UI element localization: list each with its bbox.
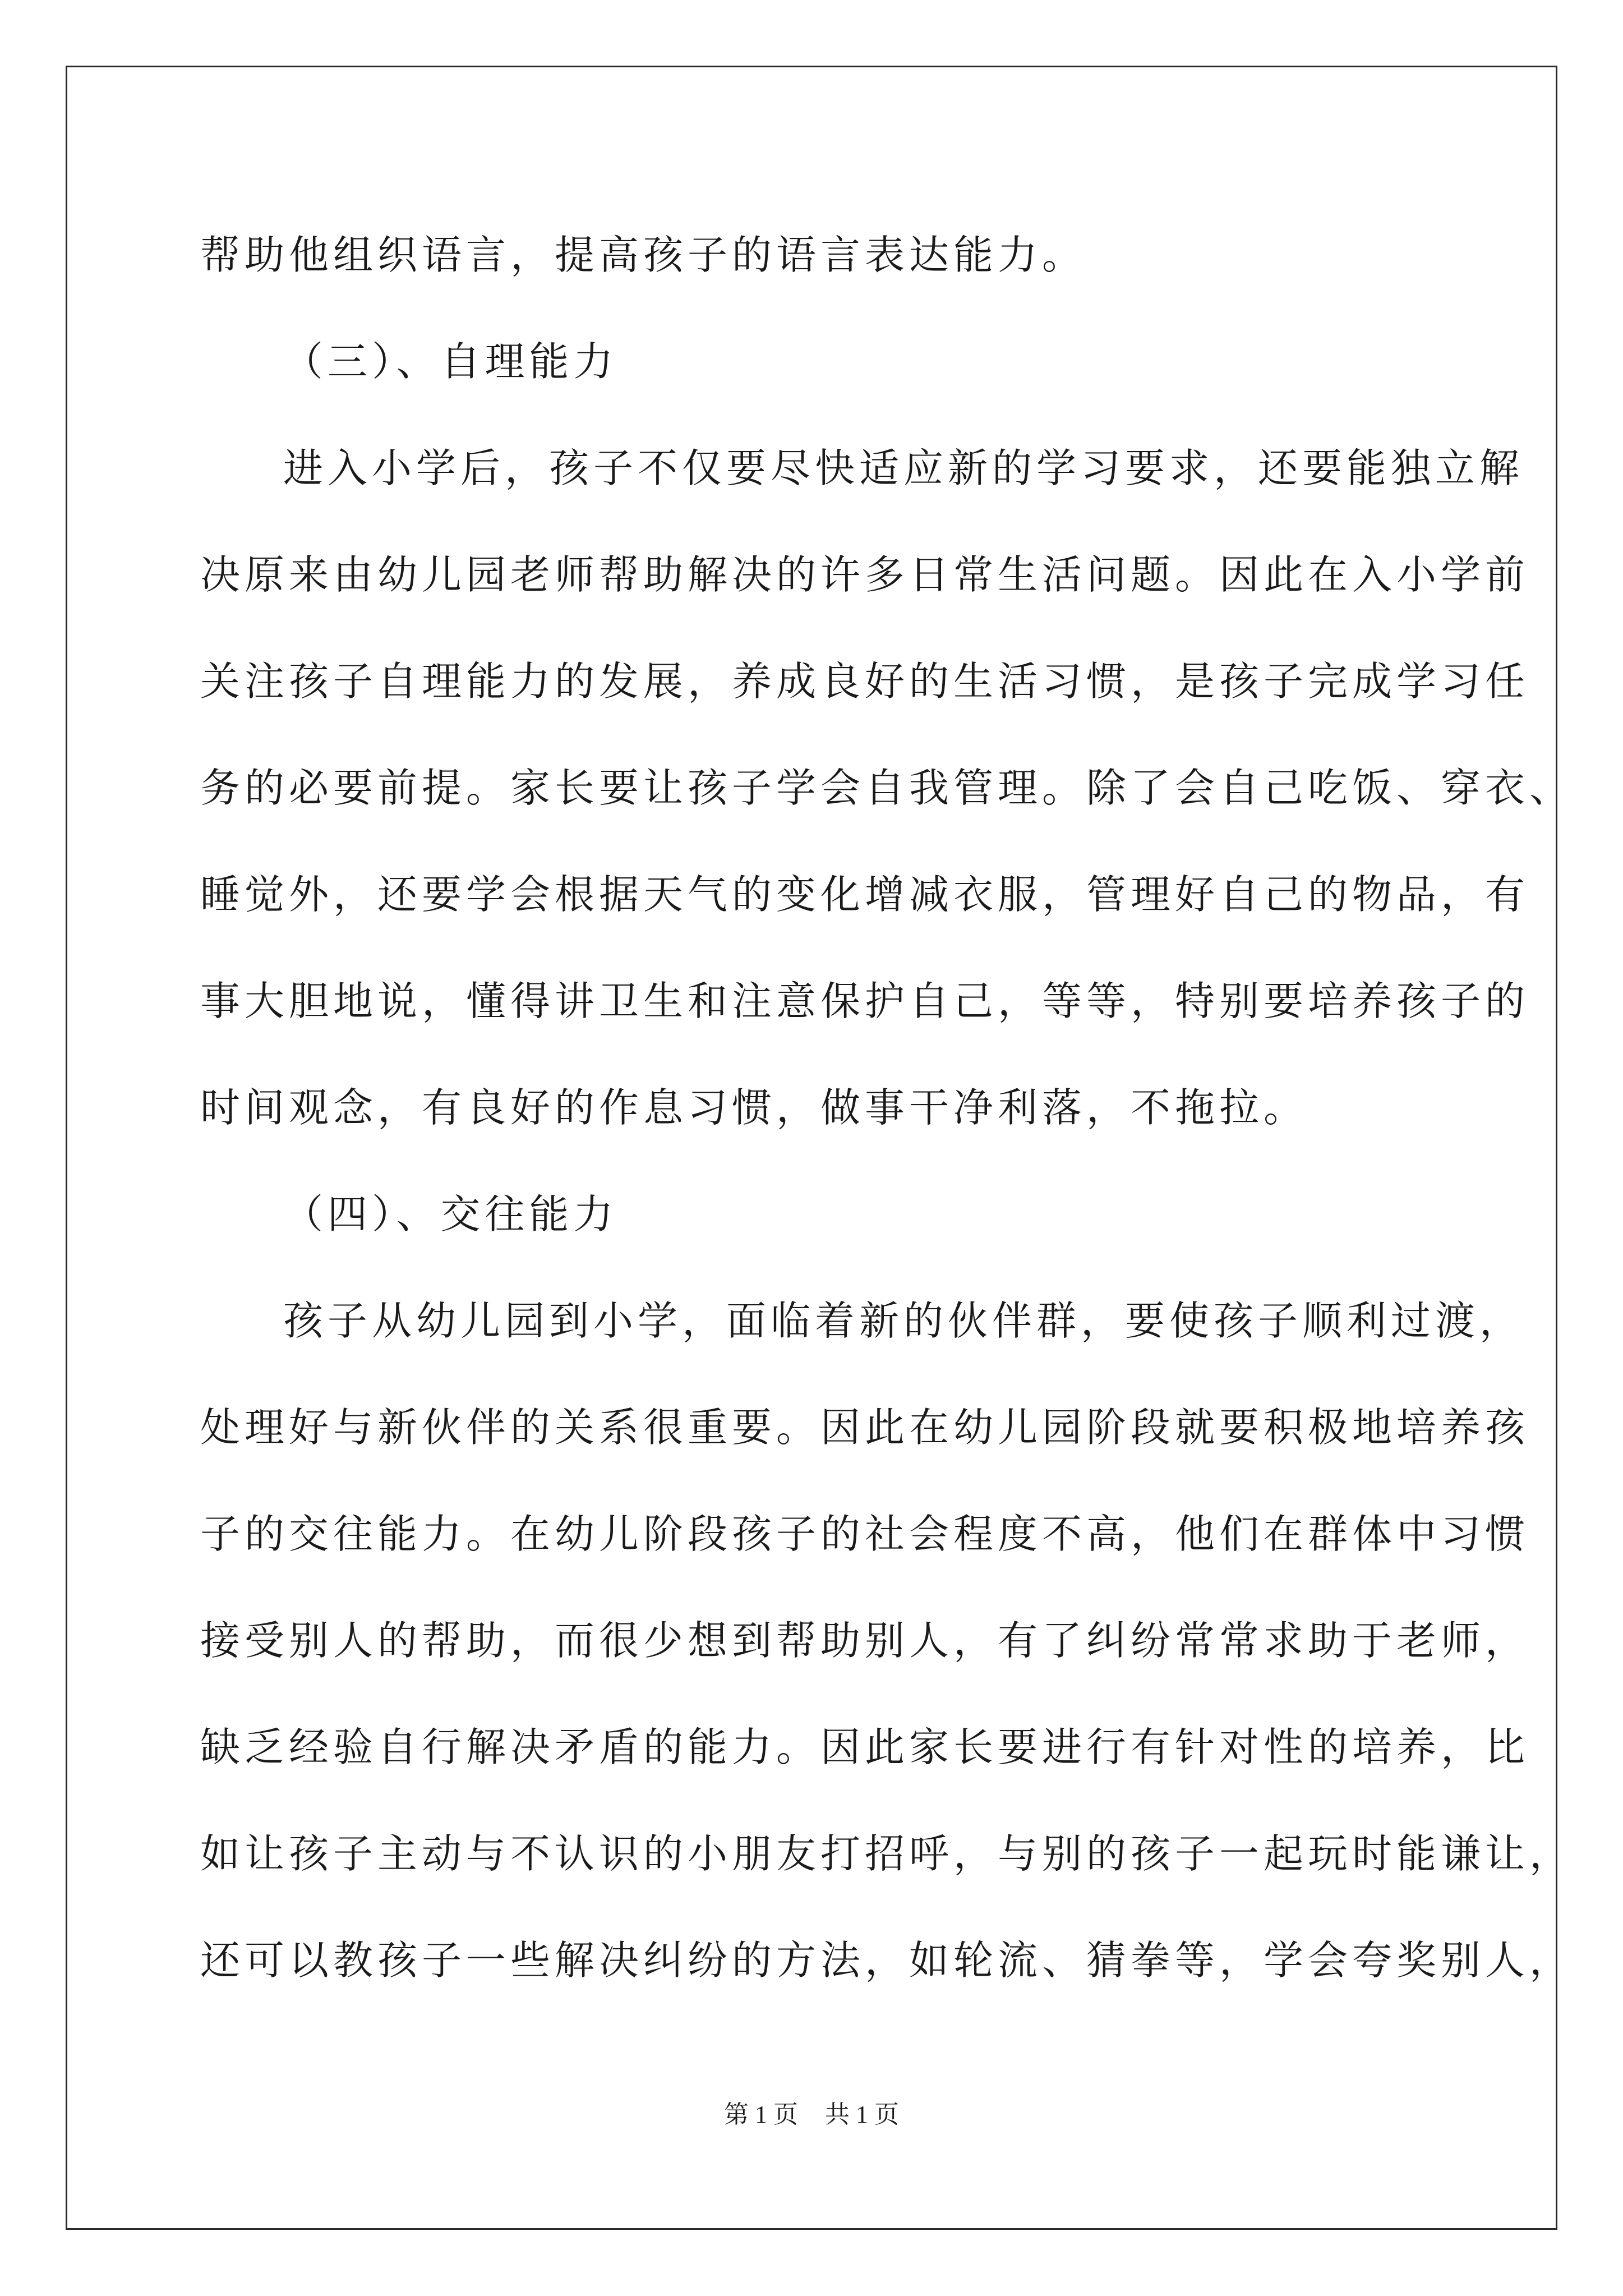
text-line-8: 事大胆地说，懂得讲卫生和注意保护自己，等等，特别要培养孩子的 [200, 978, 1530, 1024]
text-line-16: 如让孩子主动与不认识的小朋友打招呼，与别的孩子一起玩时能谦让， [200, 1830, 1574, 1877]
text-line-7: 睡觉外，还要学会根据天气的变化增减衣服，管理好自己的物品，有 [200, 871, 1530, 918]
page-total: 共 1 页 [825, 2101, 899, 2128]
text-line-14: 接受别人的帮助，而很少想到帮助别人，有了纠纷常常求助于老师， [200, 1617, 1530, 1664]
text-line-12: 处理好与新伙伴的关系很重要。因此在幼儿园阶段就要积极地培养孩 [200, 1404, 1530, 1451]
text-line-5: 关注孩子自理能力的发展，养成良好的生活习惯，是孩子完成学习任 [200, 658, 1530, 705]
text-line-1: 帮助他组织语言，提高孩子的语言表达能力。 [200, 232, 1087, 278]
text-line-15: 缺乏经验自行解决矛盾的能力。因此家长要进行有针对性的培养，比 [200, 1724, 1530, 1770]
section-heading-social: （四）、交往能力 [283, 1191, 618, 1237]
document-body [200, 202, 1574, 2014]
text-line-17: 还可以教孩子一些解决纠纷的方法，如轮流、猜拳等，学会夸奖别人， [200, 1937, 1574, 1984]
text-line-6: 务的必要前提。家长要让孩子学会自我管理。除了会自己吃饭、穿衣、 [200, 765, 1574, 811]
text-line-4: 决原来由幼儿园老师帮助解决的许多日常生活问题。因此在入小学前 [200, 551, 1530, 598]
text-line-9: 时间观念，有良好的作息习惯，做事干净利落，不拖拉。 [200, 1084, 1308, 1131]
text-line-11: 孩子从幼儿园到小学，面临着新的伙伴群，要使孩子顺利过渡， [283, 1297, 1524, 1344]
page-number: 第 1 页 [724, 2101, 798, 2128]
section-heading-self-care: （三）、自理能力 [283, 338, 618, 385]
page-footer [0, 2098, 1623, 2132]
text-line-3: 进入小学后，孩子不仅要尽快适应新的学习要求，还要能独立解 [283, 445, 1524, 491]
text-line-13: 子的交往能力。在幼儿阶段孩子的社会程度不高，他们在群体中习惯 [200, 1511, 1530, 1557]
